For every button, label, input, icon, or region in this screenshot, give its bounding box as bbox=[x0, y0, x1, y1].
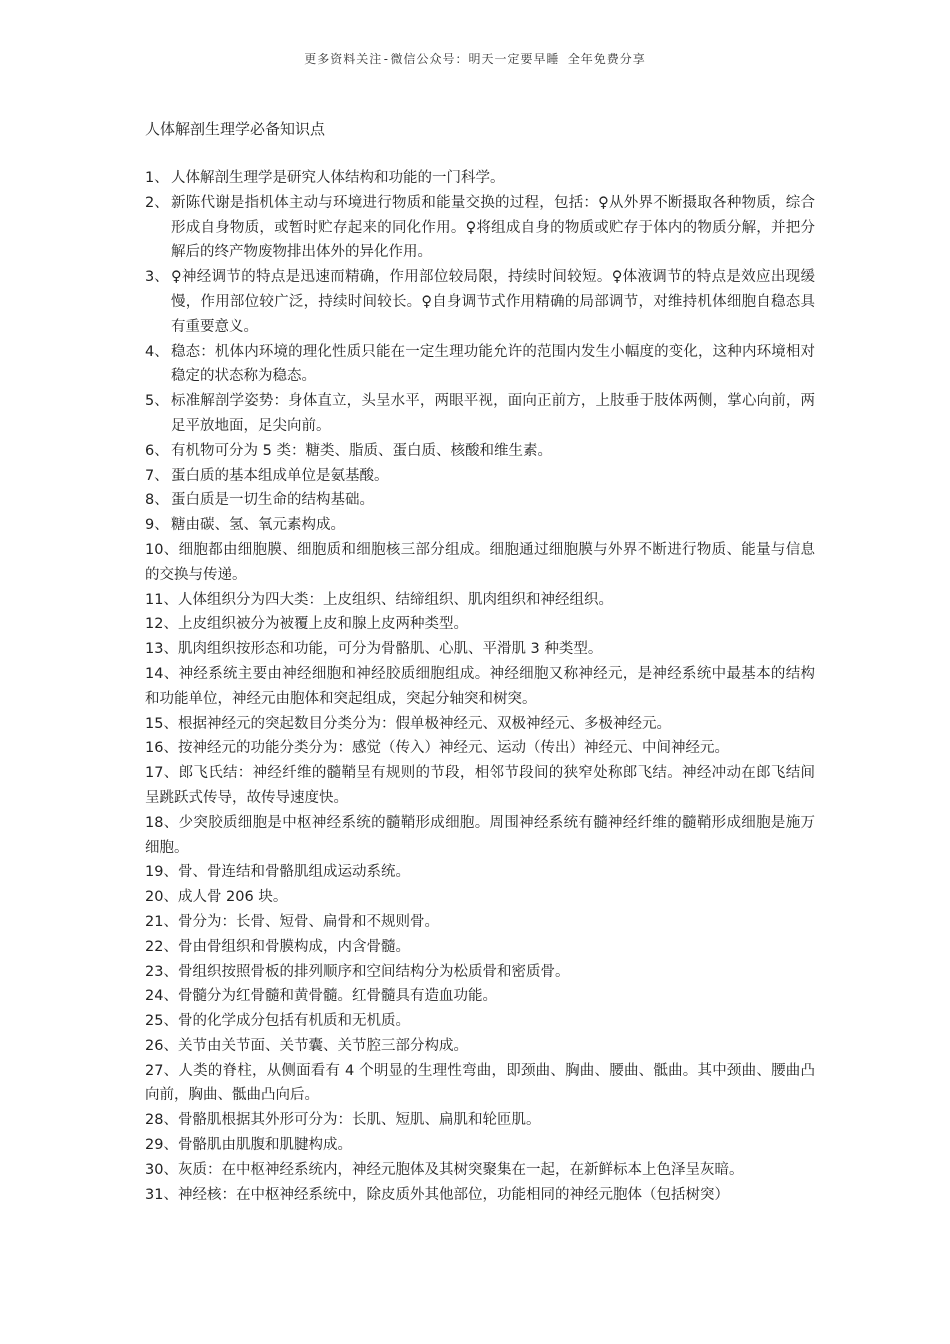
item-number: 17、 bbox=[145, 765, 179, 782]
knowledge-point-list bbox=[145, 166, 815, 1207]
item-text: 按神经元的功能分类分为：感觉（传入）神经元、运动（传出）神经元、中间神经元。 bbox=[177, 740, 729, 757]
item-number: 31、 bbox=[145, 1186, 178, 1203]
item-text: 细胞都由细胞膜、细胞质和细胞核三部分组成。细胞通过细胞膜与外界不断进行物质、能量与信息的交换与传递。 bbox=[145, 541, 816, 583]
item-text: 蛋白质是一切生命的结构基础。 bbox=[171, 492, 374, 509]
list-item bbox=[145, 538, 815, 588]
item-number: 18、 bbox=[145, 814, 179, 831]
item-text: 灰质：在中枢神经系统内，神经元胞体及其树突聚集在一起，在新鲜标本上色泽呈灰暗。 bbox=[177, 1161, 744, 1178]
item-number: 10、 bbox=[145, 541, 179, 558]
item-number: 29、 bbox=[145, 1137, 178, 1154]
item-text: 有机物可分为 5 类：糖类、脂质、蛋白质、核酸和维生素。 bbox=[171, 442, 552, 459]
list-item bbox=[145, 910, 815, 935]
item-number: 7、 bbox=[145, 467, 169, 484]
list-item bbox=[145, 811, 815, 861]
item-text: 新陈代谢是指机体主动与环境进行物质和能量交换的过程，包括：♀从外界不断摄取各种物质，综合形成自身物质，或暂时贮存起来的同化作用。♀将组成自身的物质或贮存于体内的物质分解，并把分解后的终产物废物排出体外的异化作用。 bbox=[171, 194, 815, 261]
item-text: 骨髓分为红骨髓和黄骨髓。红骨髓具有造血功能。 bbox=[177, 988, 497, 1005]
item-number: 8、 bbox=[145, 492, 169, 509]
item-text: 骨骼肌由肌腹和肌腱构成。 bbox=[177, 1137, 352, 1154]
item-text: 上皮组织被分为被覆上皮和腺上皮两种类型。 bbox=[177, 616, 468, 633]
item-text: 成人骨 206 块。 bbox=[177, 889, 288, 906]
list-item bbox=[145, 464, 815, 489]
item-text: ♀神经调节的特点是迅速而精确，作用部位较局限，持续时间较短。♀体液调节的特点是效应出现缓慢，作用部位较广泛，持续时间较长。♀自身调节式作用精确的局部调节，对维持机体细胞自稳态具有重要意义。 bbox=[171, 269, 815, 335]
list-item bbox=[145, 1108, 815, 1133]
item-text: 标准解剖学姿势：身体直立，头呈水平，两眼平视，面向正前方，上肢垂于肢体两侧，掌心向前，两足平放地面，足尖向前。 bbox=[171, 393, 815, 434]
item-text: 稳态：机体内环境的理化性质只能在一定生理功能允许的范围内发生小幅度的变化，这种内环境相对稳定的状态称为稳态。 bbox=[171, 343, 815, 385]
list-item bbox=[145, 340, 815, 390]
list-item bbox=[145, 1158, 815, 1183]
list-item bbox=[145, 612, 815, 637]
item-number: 23、 bbox=[145, 963, 178, 980]
list-item bbox=[145, 712, 815, 737]
list-item bbox=[145, 1034, 815, 1059]
item-text: 肌肉组织按形态和功能，可分为骨骼肌、心肌、平滑肌 3 种类型。 bbox=[177, 641, 603, 658]
item-number: 6、 bbox=[145, 442, 169, 459]
list-item bbox=[145, 960, 815, 985]
list-item bbox=[145, 662, 815, 712]
list-item bbox=[145, 935, 815, 960]
item-number: 30、 bbox=[145, 1161, 178, 1178]
document-title: 人体解剖生理学必备知识点 bbox=[145, 120, 326, 138]
list-item bbox=[145, 389, 815, 439]
item-text: 蛋白质的基本组成单位是氨基酸。 bbox=[171, 467, 389, 484]
item-number: 9、 bbox=[145, 517, 169, 534]
item-number: 28、 bbox=[145, 1112, 178, 1129]
item-text: 骨、骨连结和骨骼肌组成运动系统。 bbox=[177, 864, 410, 881]
list-item bbox=[145, 1009, 815, 1034]
list-item bbox=[145, 265, 815, 339]
item-number: 12、 bbox=[145, 616, 178, 633]
page-header-banner: 更多资料关注-微信公众号：明天一定要早睡 全年免费分享 bbox=[304, 52, 646, 66]
item-number: 19、 bbox=[145, 864, 178, 881]
item-text: 人体组织分为四大类：上皮组织、结缔组织、肌肉组织和神经组织。 bbox=[177, 591, 613, 608]
item-number: 4、 bbox=[145, 343, 169, 360]
item-number: 27、 bbox=[145, 1062, 179, 1079]
list-item bbox=[145, 860, 815, 885]
list-item bbox=[145, 439, 815, 464]
list-item bbox=[145, 1133, 815, 1158]
item-number: 25、 bbox=[145, 1013, 178, 1030]
item-text: 关节由关节面、关节囊、关节腔三部分构成。 bbox=[177, 1037, 468, 1054]
item-number: 3、 bbox=[145, 269, 169, 286]
item-number: 5、 bbox=[145, 393, 169, 410]
item-number: 26、 bbox=[145, 1037, 178, 1054]
item-number: 24、 bbox=[145, 988, 178, 1005]
list-item bbox=[145, 761, 815, 811]
list-item bbox=[145, 885, 815, 910]
item-number: 20、 bbox=[145, 889, 178, 906]
item-text: 骨组织按照骨板的排列顺序和空间结构分为松质骨和密质骨。 bbox=[177, 963, 570, 980]
item-text: 人类的脊柱，从侧面看有 4 个明显的生理性弯曲，即颈曲、胸曲、腰曲、骶曲。其中颈曲、腰曲凸向前，胸曲、骶曲凸向后。 bbox=[145, 1062, 815, 1104]
list-item bbox=[145, 736, 815, 761]
item-number: 1、 bbox=[145, 170, 169, 186]
item-text: 根据神经元的突起数目分类分为：假单极神经元、双极神经元、多极神经元。 bbox=[177, 715, 671, 732]
list-item bbox=[145, 984, 815, 1009]
item-number: 2、 bbox=[145, 194, 169, 211]
item-text: 神经核：在中枢神经系统中，除皮质外其他部位，功能相同的神经元胞体（包括树突） bbox=[177, 1186, 729, 1203]
item-number: 14、 bbox=[145, 665, 179, 682]
list-item bbox=[145, 1059, 815, 1109]
item-text: 郎飞氏结：神经纤维的髓鞘呈有规则的节段，相邻节段间的狭窄处称郎飞结。神经冲动在郎飞结间呈跳跃式传导，故传导速度快。 bbox=[145, 765, 816, 806]
item-text: 少突胶质细胞是中枢神经系统的髓鞘形成细胞。周围神经系统有髓神经纤维的髓鞘形成细胞是施万细胞。 bbox=[145, 814, 816, 856]
item-number: 13、 bbox=[145, 641, 178, 658]
item-text: 骨分为：长骨、短骨、扁骨和不规则骨。 bbox=[177, 913, 439, 930]
item-number: 21、 bbox=[145, 913, 178, 930]
item-text: 骨由骨组织和骨膜构成，内含骨髓。 bbox=[177, 938, 410, 955]
item-text: 骨的化学成分包括有机质和无机质。 bbox=[177, 1013, 410, 1030]
list-item bbox=[145, 513, 815, 538]
list-item bbox=[145, 588, 815, 613]
list-item bbox=[145, 488, 815, 513]
item-text: 神经系统主要由神经细胞和神经胶质细胞组成。神经细胞又称神经元，是神经系统中最基本的结构和功能单位，神经元由胞体和突起组成，突起分轴突和树突。 bbox=[145, 665, 816, 707]
list-item bbox=[145, 637, 815, 662]
item-number: 16、 bbox=[145, 740, 178, 757]
item-text: 骨骼肌根据其外形可分为：长肌、短肌、扁肌和轮匝肌。 bbox=[177, 1112, 541, 1129]
item-number: 11、 bbox=[145, 591, 178, 608]
item-number: 22、 bbox=[145, 938, 178, 955]
item-number: 15、 bbox=[145, 715, 178, 732]
item-text: 人体解剖生理学是研究人体结构和功能的一门科学。 bbox=[171, 170, 505, 186]
list-item bbox=[145, 191, 815, 265]
list-item bbox=[145, 166, 815, 191]
item-text: 糖由碳、氢、氧元素构成。 bbox=[171, 517, 345, 534]
list-item bbox=[145, 1183, 815, 1208]
